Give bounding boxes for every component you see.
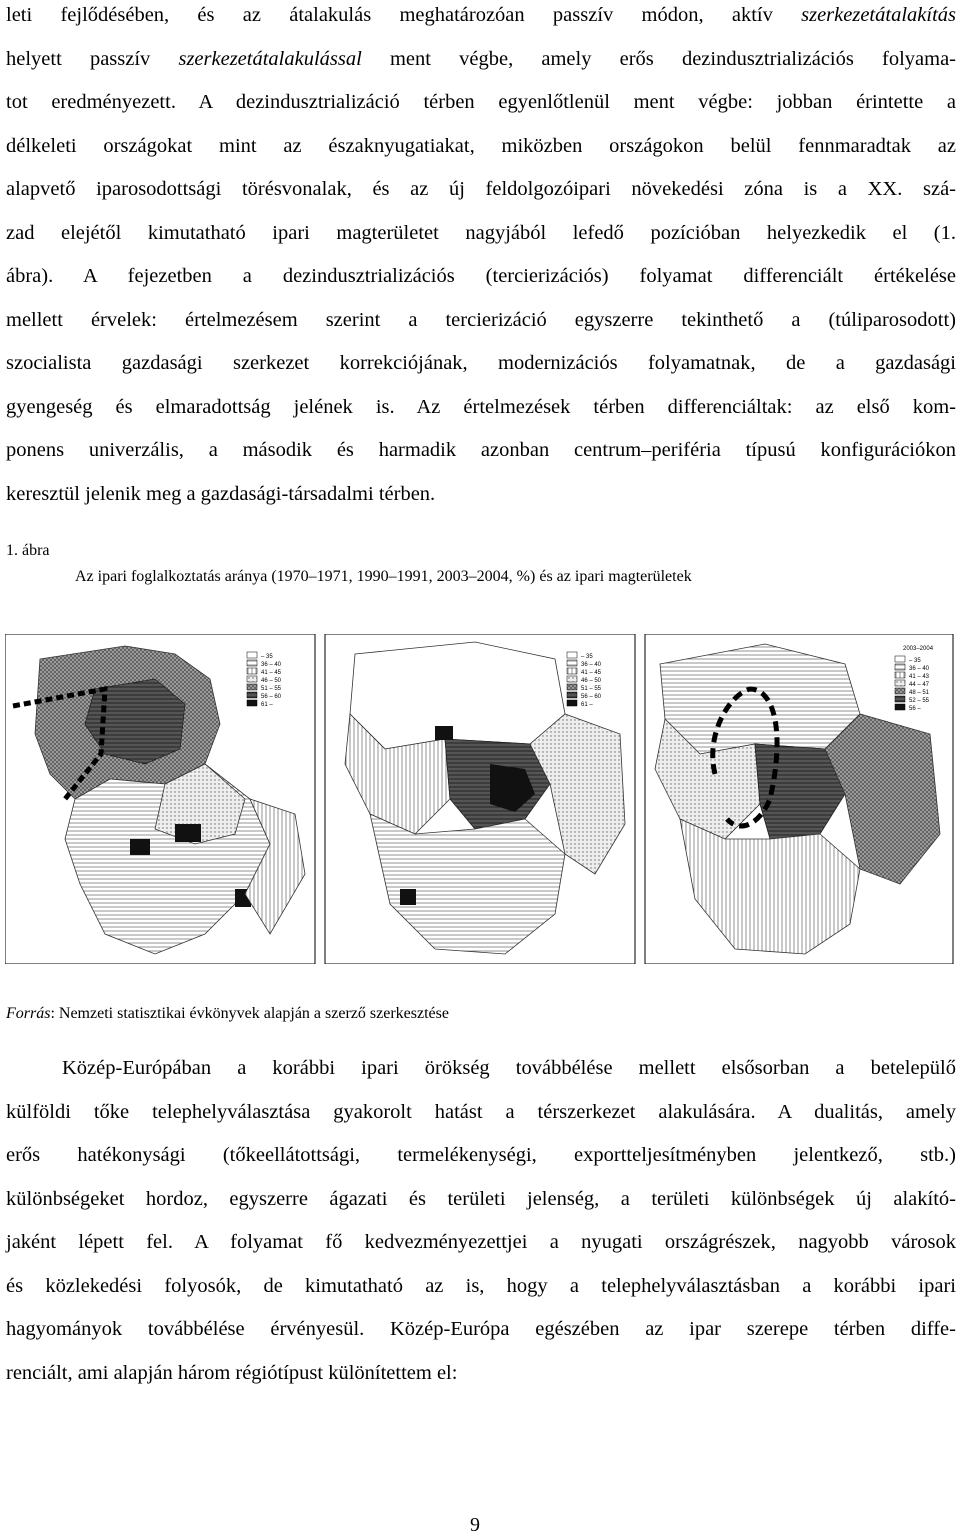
svg-text:– 35: – 35	[909, 658, 921, 664]
text-line: délkeleti országokat mint az északnyugatiakat, miközben országokon belül fennmaradtak az	[6, 134, 956, 157]
text-line: mellett érvelek: értelmezésem szerint a tercierizáció egyszerre tekinthető a (túliparosodott)	[6, 308, 956, 331]
svg-text:48 – 51: 48 – 51	[909, 690, 930, 696]
svg-text:36 – 40: 36 – 40	[261, 662, 282, 668]
source-text: : Nemzeti statisztikai évkönyvek alapján a szerző szerkesztése	[50, 1005, 449, 1022]
map-region-north	[350, 642, 565, 749]
map-dark-cell	[130, 839, 150, 855]
text-line: és közlekedési folyosók, de kimutatható az is, hogy a telephelyválasztásban a korábbi ipari	[6, 1274, 956, 1297]
text-line: jaként lépett fel. A folyamat fő kedvezményezettjei a nyugati országrészek, nagyobb városok	[6, 1231, 956, 1253]
source-label: Forrás	[6, 1005, 51, 1022]
svg-text:61 –: 61 –	[261, 702, 273, 708]
figure-title: Az ipari foglalkoztatás aránya (1970–1971, 1990–1991, 2003–2004, %) és az ipari magterületek	[75, 568, 692, 585]
body-paragraph-1	[6, 0, 956, 516]
map-dark-cell	[435, 726, 453, 740]
text-line: külföldi tőke telephelyválasztása gyakorolt hatást a térszerkezet alakulására. A dualitás, amely	[6, 1100, 956, 1123]
map-1970	[5, 634, 315, 964]
figure-number: 1. ábra	[6, 542, 50, 559]
map-2003	[645, 634, 953, 964]
text-line: különbségeket hordoz, egyszerre ágazati és területi jelenség, a területi különbségek új alakító-	[6, 1187, 956, 1210]
figure-maps	[5, 634, 955, 964]
svg-text:– 35: – 35	[261, 654, 273, 660]
text-line: gyengeség és elmaradottság jelének is. Az értelmezések térben differenciáltak: az első kom-	[6, 395, 956, 418]
svg-text:61 –: 61 –	[581, 702, 593, 708]
svg-text:56 – 60: 56 – 60	[261, 694, 282, 700]
text-line: keresztül jelenik meg a gazdasági-társadalmi térben.	[6, 482, 436, 505]
svg-text:51 – 55: 51 – 55	[581, 686, 602, 692]
svg-text:41 – 45: 41 – 45	[261, 670, 282, 676]
text-line: renciált, ami alapján három régiótípust különítettem el:	[6, 1361, 458, 1384]
figure-source	[6, 1004, 449, 1024]
text-line: erős hatékonysági (tőkeellátottsági, termelékenységi, exportteljesítményben jelentkező, stb.)	[6, 1144, 956, 1166]
svg-text:44 – 47: 44 – 47	[909, 682, 930, 688]
text-line: helyett passzív szerkezetátalakulással ment végbe, amely erős dezindusztrializációs folyama-	[6, 47, 956, 70]
map-1990	[325, 634, 635, 964]
text-line: Közép-Európában a korábbi ipari örökség továbbélése mellett elsősorban a betelepülő	[62, 1057, 956, 1079]
body-paragraph-2	[6, 1047, 956, 1395]
map-legend-title: 2003–2004	[903, 646, 934, 652]
svg-text:52 – 55: 52 – 55	[909, 698, 930, 704]
map-dark-cell	[400, 889, 416, 905]
map-region-north	[660, 644, 860, 754]
text-line: zad elejétől kimutatható ipari magterületet nagyjából lefedő pozícióban helyezkedik el (1.	[6, 221, 956, 244]
svg-text:36 – 40: 36 – 40	[581, 662, 602, 668]
svg-text:46 – 50: 46 – 50	[581, 678, 602, 684]
text-line: szocialista gazdasági szerkezet korrekciójának, modernizációs folyamatnak, de a gazdasági	[6, 352, 956, 374]
text-line: hagyományok továbbélése érvényesül. Közép-Európa egészében az ipar szerepe térben diffe-	[6, 1318, 956, 1340]
svg-text:41 – 43: 41 – 43	[909, 674, 930, 680]
text-line: leti fejlődésében, és az átalakulás meghatározóan passzív módon, aktív szerkezetátalakítás	[6, 4, 956, 26]
text-line: alapvető iparosodottsági törésvonalak, és az új feldolgozóipari növekedési zóna is a XX. szá-	[6, 178, 956, 200]
svg-text:51 – 55: 51 – 55	[261, 686, 282, 692]
svg-text:56 – 60: 56 – 60	[581, 694, 602, 700]
svg-text:36 – 40: 36 – 40	[909, 666, 930, 672]
svg-text:– 35: – 35	[581, 654, 593, 660]
svg-text:56 –: 56 –	[909, 706, 921, 712]
svg-text:41 – 45: 41 – 45	[581, 670, 602, 676]
text-line: ábra). A fejezetben a dezindusztrializációs (tercierizációs) folyamat differenciált értékelése	[6, 265, 956, 287]
text-line: tot eredményezett. A dezindusztrializáció térben egyenlőtlenül ment végbe: jobban érintette a	[6, 91, 956, 113]
page-number: 9	[470, 1514, 480, 1536]
map-dark-cell	[175, 824, 201, 842]
text-line: ponens univerzális, a második és harmadik azonban centrum–periféria típusú konfigurációkon	[6, 439, 956, 461]
svg-text:46 – 50: 46 – 50	[261, 678, 282, 684]
